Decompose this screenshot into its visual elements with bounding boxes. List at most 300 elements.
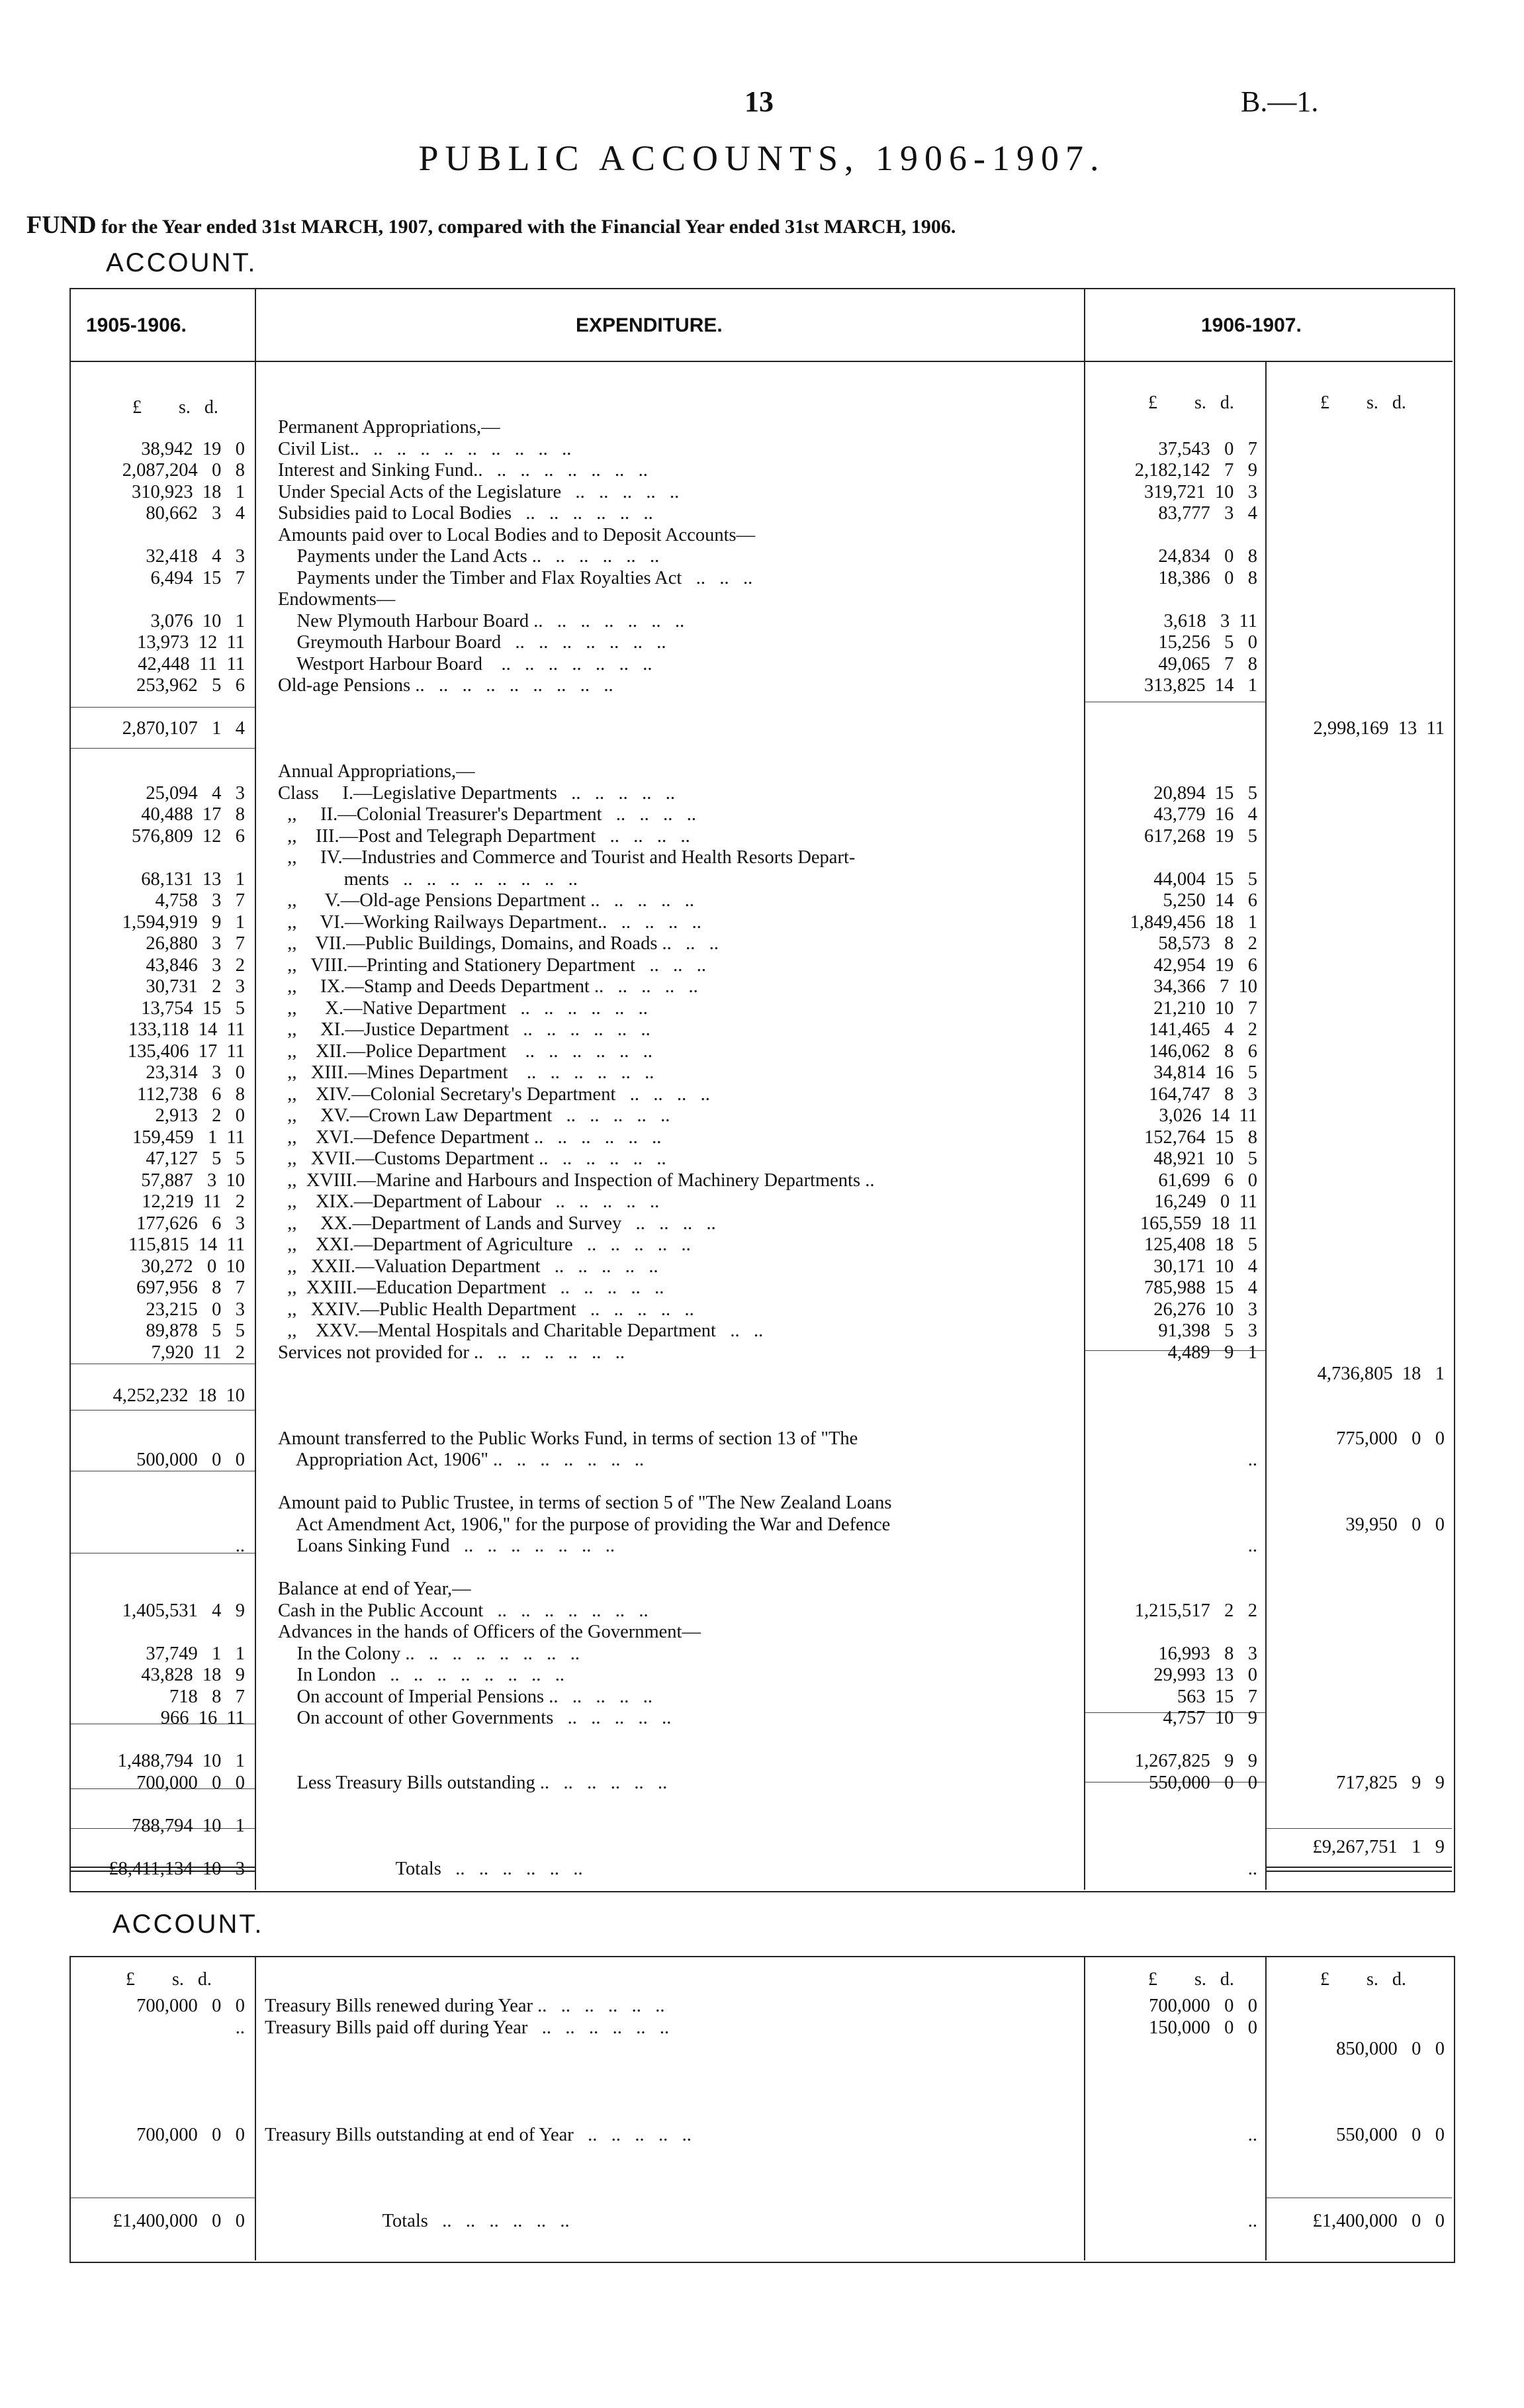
- column-rule: [1265, 361, 1267, 1890]
- total-1906-1907: [1269, 1536, 1445, 1557]
- amount-1905-1906: 718 8 7: [169, 1686, 245, 1707]
- amount-1905-1906: 3,076 10 1: [150, 610, 245, 631]
- amount-prev: [73, 2190, 245, 2211]
- amount-1906-1907: 5,250 14 6: [1163, 890, 1257, 911]
- amount-1905-1906: ..: [235, 1536, 245, 1556]
- amount-1906-1907: 550,000 0 0: [1149, 1772, 1257, 1793]
- total-1906-1907: [1269, 1041, 1445, 1063]
- amount-1905-1906: 89,878 5 5: [146, 1320, 245, 1341]
- amount-curr: [1089, 2039, 1257, 2061]
- expenditure-line: ,, IX.—Stamp and Deeds Department .. .. .. .. ..: [278, 976, 698, 997]
- amount-1906-1907: 3,618 3 11: [1163, 610, 1257, 631]
- expenditure-line: ,, XXV.—Mental Hospitals and Charitable Department .. ..: [278, 1320, 764, 1341]
- amount-prev: [73, 2082, 245, 2104]
- header-expenditure: EXPENDITURE.: [576, 314, 723, 336]
- total-1906-1907: [1269, 1191, 1445, 1213]
- total-curr: [1269, 2190, 1445, 2211]
- expenditure-line: In London .. .. .. .. .. .. .. ..: [278, 1665, 565, 1685]
- treasury-bill-line: [265, 2104, 1075, 2125]
- column-expenditure-description: [278, 417, 1079, 1880]
- total-1906-1907: [1269, 1213, 1445, 1235]
- total-1906-1907: [1269, 1557, 1445, 1579]
- total-1906-1907: [1269, 1385, 1445, 1407]
- expenditure-line: In the Colony .. .. .. .. .. .. .. ..: [278, 1643, 580, 1664]
- currency-header-total-2: £ s. d.: [1320, 1969, 1406, 1990]
- amount-1906-1907: 16,249 0 11: [1154, 1191, 1257, 1212]
- expenditure-line: [278, 1794, 1079, 1816]
- expenditure-line: Interest and Sinking Fund.. .. .. .. .. .. .. ..: [278, 460, 648, 481]
- header-1905-1906: 1905-1906.: [86, 314, 187, 336]
- expenditure-line: [278, 1385, 1079, 1407]
- amount-1905-1906: 6,494 15 7: [150, 567, 245, 588]
- amount-1906-1907: 83,777 3 4: [1158, 503, 1257, 524]
- expenditure-line: [278, 1730, 1079, 1751]
- amount-prev: ..: [235, 2017, 245, 2038]
- amount-1905-1906: 47,127 5 5: [146, 1148, 245, 1169]
- amount-1906-1907: 125,408 18 5: [1144, 1234, 1257, 1255]
- amount-1905-1906: 57,887 3 10: [141, 1170, 245, 1191]
- total-curr: [1269, 2082, 1445, 2104]
- expenditure-line: ,, VIII.—Printing and Stationery Department .. .. ..: [278, 954, 706, 976]
- column-rule: [1265, 1957, 1267, 2260]
- total-1906-1907: [1269, 1320, 1445, 1342]
- total-1906-1907: [1269, 1019, 1445, 1041]
- total-1906-1907: [1269, 804, 1445, 826]
- amount-1906-1907: [1089, 1837, 1257, 1859]
- total-1906-1907: [1269, 890, 1445, 912]
- amount-curr: [1089, 2061, 1257, 2082]
- amount-1906-1907: [1089, 1385, 1257, 1407]
- amount-1906-1907: [1089, 1428, 1257, 1450]
- amount-curr: [1089, 2104, 1257, 2125]
- amount-1905-1906: 25,094 4 3: [146, 782, 245, 804]
- amount-1905-1906: 43,828 18 9: [141, 1665, 245, 1685]
- total-1906-1907: [1269, 1579, 1445, 1600]
- amount-1906-1907: 61,699 6 0: [1158, 1170, 1257, 1191]
- total-1906-1907: [1269, 525, 1445, 547]
- expenditure-line: ,, V.—Old-age Pensions Department .. .. .. .. ..: [278, 890, 695, 911]
- amount-1905-1906: [73, 1837, 245, 1859]
- total-1906-1907: 4,736,805 18 1: [1317, 1364, 1445, 1384]
- total-curr: [1269, 2017, 1445, 2039]
- expenditure-line: On account of other Governments .. .. .. .. ..: [278, 1708, 672, 1728]
- amount-1906-1907: [1089, 1557, 1257, 1579]
- expenditure-line: ,, XXII.—Valuation Department .. .. .. .. ..: [278, 1256, 658, 1277]
- treasury-bill-line: [265, 2061, 1075, 2082]
- total-1906-1907: [1269, 933, 1445, 955]
- expenditure-line: [278, 1837, 1079, 1859]
- amount-1905-1906: 788,794 10 1: [132, 1815, 245, 1836]
- amount-1905-1906: [73, 1794, 245, 1816]
- amount-1906-1907: 30,171 10 4: [1153, 1256, 1257, 1277]
- expenditure-line: ,, XVIII.—Marine and Harbours and Inspection of Machinery Departments ..: [278, 1170, 875, 1191]
- amount-1906-1907: [1089, 761, 1257, 783]
- amount-1906-1907: 4,489 9 1: [1167, 1342, 1257, 1363]
- expenditure-line: ,, XII.—Police Department .. .. .. .. .. ..: [278, 1041, 652, 1062]
- expenditure-line: [278, 1407, 1079, 1428]
- expenditure-line: [278, 1557, 1079, 1579]
- expenditure-line: Loans Sinking Fund .. .. .. .. .. .. ..: [278, 1536, 615, 1556]
- amount-1906-1907: ..: [1247, 1858, 1257, 1879]
- amount-1906-1907: 44,004 15 5: [1153, 868, 1257, 890]
- amount-1905-1906: 38,942 19 0: [141, 438, 245, 459]
- amount-1906-1907: [1089, 589, 1257, 611]
- expenditure-line: Annual Appropriations,—: [278, 761, 475, 782]
- amount-1905-1906: 177,626 6 3: [136, 1213, 245, 1234]
- total-1906-1907: [1269, 998, 1445, 1020]
- amount-1906-1907: [1089, 1364, 1257, 1385]
- amount-1906-1907: 42,954 19 6: [1153, 954, 1257, 976]
- amount-1905-1906: [73, 761, 245, 783]
- total-1906-1907: [1269, 632, 1445, 654]
- amount-1906-1907: 146,062 8 6: [1149, 1041, 1257, 1062]
- amount-1905-1906: 40,488 17 8: [141, 804, 245, 825]
- expenditure-line: ,, IV.—Industries and Commerce and Tourist and Health Resorts Depart-: [278, 847, 856, 868]
- amount-curr: [1089, 2147, 1257, 2168]
- expenditure-line: Payments under the Land Acts .. .. .. .. .. ..: [278, 546, 660, 567]
- expenditure-line: Payments under the Timber and Flax Royalties Act .. .. ..: [278, 567, 753, 588]
- amount-1906-1907: 49,065 7 8: [1158, 653, 1257, 674]
- total-1906-1907: [1269, 568, 1445, 590]
- total-1906-1907: £9,267,751 1 9: [1312, 1837, 1445, 1857]
- amount-1906-1907: [1089, 1730, 1257, 1751]
- expenditure-line: Services not provided for .. .. .. .. .. .. ..: [278, 1342, 625, 1363]
- amount-1906-1907: 34,366 7 10: [1153, 976, 1257, 997]
- total-1906-1907: [1269, 1493, 1445, 1514]
- treasury-bill-line: [265, 2082, 1075, 2104]
- amount-1905-1906: 2,870,107 1 4: [122, 718, 245, 739]
- amount-1906-1907: 1,215,517 2 2: [1134, 1600, 1257, 1621]
- total-rule: [1267, 1867, 1452, 1868]
- amount-1905-1906: 2,087,204 0 8: [122, 460, 245, 481]
- total-1906-1907: [1269, 1062, 1445, 1084]
- expenditure-line: Old-age Pensions .. .. .. .. .. .. .. .. ..: [278, 675, 613, 696]
- amount-1906-1907: 319,721 10 3: [1144, 481, 1257, 502]
- total-1906-1907: [1269, 1794, 1445, 1816]
- amount-1905-1906: 26,880 3 7: [146, 933, 245, 954]
- treasury-bill-line: Treasury Bills paid off during Year .. .. .. .. .. ..: [265, 2017, 670, 2038]
- amount-curr: [1089, 2082, 1257, 2104]
- column-rule: [1084, 1957, 1085, 2260]
- expenditure-line: ,, VII.—Public Buildings, Domains, and Roads .. .. ..: [278, 933, 719, 954]
- amount-1905-1906: 112,738 6 8: [137, 1084, 245, 1105]
- amount-prev: [73, 2104, 245, 2125]
- total-1906-1907: [1269, 1622, 1445, 1644]
- expenditure-line: Appropriation Act, 1906" .. .. .. .. .. .. ..: [278, 1450, 645, 1470]
- amount-1906-1907: 48,921 10 5: [1153, 1148, 1257, 1169]
- amount-1906-1907: 26,276 10 3: [1153, 1299, 1257, 1320]
- total-1906-1907: [1269, 1708, 1445, 1730]
- amount-1906-1907: 58,573 8 2: [1158, 933, 1257, 954]
- header-rule: [69, 361, 1453, 362]
- amount-1905-1906: [73, 740, 245, 762]
- amount-1906-1907: 152,764 15 8: [1144, 1127, 1257, 1148]
- amount-1906-1907: 563 15 7: [1177, 1686, 1257, 1707]
- total-1906-1907: [1269, 826, 1445, 848]
- amount-1906-1907: 16,993 8 3: [1158, 1643, 1257, 1664]
- amount-1906-1907: [1089, 1407, 1257, 1428]
- amount-1906-1907: [1089, 697, 1257, 719]
- amount-1905-1906: 1,594,919 9 1: [122, 911, 245, 933]
- expenditure-line: [278, 718, 1079, 740]
- amount-1906-1907: 141,465 4 2: [1149, 1019, 1257, 1040]
- column-1905-1906: [73, 417, 245, 1880]
- expenditure-line: ,, X.—Native Department .. .. .. .. .. ..: [278, 997, 648, 1019]
- total-1906-1907: [1269, 740, 1445, 762]
- amount-1905-1906: 576,809 12 6: [132, 825, 245, 847]
- treasury-bill-line: Totals .. .. .. .. .. ..: [265, 2211, 570, 2231]
- amount-1905-1906: 12,219 11 2: [142, 1191, 245, 1212]
- amount-1905-1906: 30,272 0 10: [141, 1256, 245, 1277]
- fund-heading: [26, 210, 956, 240]
- amount-1906-1907: [1089, 1514, 1257, 1536]
- amount-1906-1907: 785,988 15 4: [1144, 1277, 1257, 1298]
- expenditure-line: Less Treasury Bills outstanding .. .. .. .. .. ..: [278, 1772, 668, 1793]
- amount-1905-1906: [73, 417, 245, 439]
- amount-1905-1906: [73, 1579, 245, 1600]
- amount-1905-1906: 115,815 14 11: [128, 1234, 245, 1255]
- currency-header-curr: £ s. d.: [1148, 393, 1234, 413]
- column-1906-1907-items: [1089, 417, 1257, 1880]
- amount-1905-1906: 68,131 13 1: [141, 868, 245, 890]
- total-1906-1907: [1269, 1644, 1445, 1665]
- total-1906-1907: [1269, 1342, 1445, 1364]
- amount-1906-1907: [1089, 1493, 1257, 1514]
- total-curr: [1269, 2147, 1445, 2168]
- amount-curr: ..: [1247, 2211, 1257, 2231]
- amount-1905-1906: 253,962 5 6: [136, 675, 245, 696]
- total-1906-1907: [1269, 1600, 1445, 1622]
- amount-1905-1906: [73, 1407, 245, 1428]
- amount-1906-1907: [1089, 1471, 1257, 1493]
- amount-curr: ..: [1247, 2125, 1257, 2145]
- expenditure-line: Advances in the hands of Officers of the Government—: [278, 1622, 701, 1642]
- amount-1905-1906: [73, 525, 245, 547]
- amount-1906-1907: 617,268 19 5: [1144, 825, 1257, 847]
- expenditure-line: ,, XXIV.—Public Health Department .. .. .. .. ..: [278, 1299, 694, 1320]
- expenditure-line: Amount transferred to the Public Works Fund, in terms of section 13 of "The: [278, 1428, 858, 1449]
- total-1906-1907: [1269, 869, 1445, 891]
- amount-1905-1906: [73, 1471, 245, 1493]
- amount-curr: [1089, 2190, 1257, 2211]
- total-1906-1907: 717,825 9 9: [1336, 1772, 1445, 1793]
- total-1906-1907: [1269, 503, 1445, 525]
- expenditure-line: Class I.—Legislative Departments .. .. .. .. ..: [278, 782, 675, 804]
- section-title-account: ACCOUNT.: [106, 248, 257, 277]
- amount-1906-1907: [1089, 1816, 1257, 1837]
- amount-1906-1907: 18,386 0 8: [1158, 567, 1257, 588]
- amount-1906-1907: 3,026 14 11: [1159, 1105, 1257, 1126]
- amount-curr: [1089, 2168, 1257, 2190]
- amount-1905-1906: 13,754 15 5: [141, 997, 245, 1019]
- amount-1906-1907: 43,779 16 4: [1153, 804, 1257, 825]
- expenditure-line: [278, 1364, 1079, 1385]
- amount-1906-1907: [1089, 740, 1257, 762]
- amount-1906-1907: [1089, 1579, 1257, 1600]
- amount-1905-1906: 30,731 2 3: [146, 976, 245, 997]
- total-1906-1907: [1269, 482, 1445, 504]
- amount-1906-1907: [1089, 847, 1257, 869]
- expenditure-line: [278, 1816, 1079, 1837]
- total-1906-1907: [1269, 611, 1445, 633]
- amount-1905-1906: £8,411,134 10 3: [109, 1858, 245, 1879]
- amount-1905-1906: 310,923 18 1: [132, 481, 245, 502]
- total-1906-1907: [1269, 1751, 1445, 1773]
- column-rule: [1084, 289, 1085, 1890]
- amount-1905-1906: 133,118 14 11: [128, 1019, 245, 1040]
- page-number: 13: [744, 85, 774, 118]
- expenditure-line: Cash in the Public Account .. .. .. .. .. .. ..: [278, 1600, 649, 1621]
- amount-1905-1906: 43,846 3 2: [146, 954, 245, 976]
- total-1906-1907: [1269, 1084, 1445, 1106]
- total-1906-1907: [1269, 1730, 1445, 1751]
- amount-1906-1907: 313,825 14 1: [1144, 675, 1257, 696]
- amount-1905-1906: 23,215 0 3: [146, 1299, 245, 1320]
- amount-1905-1906: 4,758 3 7: [155, 890, 245, 911]
- total-1906-1907: [1269, 654, 1445, 676]
- amount-1906-1907: [1089, 1622, 1257, 1644]
- total-1906-1907: [1269, 1170, 1445, 1192]
- total-1906-1907: [1269, 1127, 1445, 1149]
- amount-1905-1906: [73, 1730, 245, 1751]
- column-2-description: [265, 1996, 1075, 2233]
- expenditure-line: Under Special Acts of the Legislature .. .. .. .. ..: [278, 481, 680, 502]
- total-1906-1907: 39,950 0 0: [1345, 1514, 1445, 1535]
- total-1906-1907: [1269, 1148, 1445, 1170]
- total-1906-1907: [1269, 546, 1445, 568]
- expenditure-line: ,, II.—Colonial Treasurer's Department .. .. .. ..: [278, 804, 697, 825]
- total-1906-1907: [1269, 589, 1445, 611]
- total-curr: £1,400,000 0 0: [1312, 2211, 1445, 2231]
- column-rule: [255, 289, 256, 1890]
- amount-1906-1907: [1089, 525, 1257, 547]
- expenditure-line: Amount paid to Public Trustee, in terms of section 5 of "The New Zealand Loans: [278, 1493, 892, 1513]
- expenditure-line: [278, 1751, 1079, 1773]
- amount-1905-1906: 1,488,794 10 1: [117, 1751, 245, 1771]
- total-1906-1907: [1269, 1816, 1445, 1837]
- expenditure-line: ,, XVI.—Defence Department .. .. .. .. .. ..: [278, 1127, 662, 1148]
- total-1906-1907: [1269, 460, 1445, 482]
- total-1906-1907: [1269, 675, 1445, 697]
- total-1906-1907: [1269, 847, 1445, 869]
- amount-1906-1907: 20,894 15 5: [1153, 782, 1257, 804]
- amount-1905-1906: [73, 589, 245, 611]
- amount-prev: [73, 2061, 245, 2082]
- total-rule: [1267, 1871, 1452, 1872]
- total-1906-1907: [1269, 976, 1445, 998]
- amount-1906-1907: 29,993 13 0: [1153, 1665, 1257, 1685]
- expenditure-line: ,, XVII.—Customs Department .. .. .. .. .. ..: [278, 1148, 666, 1169]
- total-curr: [1269, 2061, 1445, 2082]
- currency-header-prev: £ s. d.: [132, 397, 218, 418]
- total-curr: [1269, 2104, 1445, 2125]
- amount-1905-1906: [73, 1514, 245, 1536]
- amount-curr: 700,000 0 0: [1149, 1996, 1257, 2016]
- expenditure-line: ,, XXIII.—Education Department .. .. .. .. ..: [278, 1277, 664, 1298]
- total-1906-1907: [1269, 1256, 1445, 1278]
- amount-1905-1906: 37,749 1 1: [146, 1643, 245, 1664]
- amount-1906-1907: ..: [1247, 1536, 1257, 1556]
- expenditure-line: Civil List.. .. .. .. .. .. .. .. .. ..: [278, 438, 572, 459]
- header-1906-1907: 1906-1907.: [1201, 314, 1302, 336]
- total-1906-1907: [1269, 955, 1445, 977]
- treasury-bill-line: [265, 2190, 1075, 2211]
- expenditure-line: Act Amendment Act, 1906," for the purpose of providing the War and Defence: [278, 1514, 891, 1535]
- amount-1906-1907: 2,182,142 7 9: [1134, 460, 1257, 481]
- column-rule: [255, 1957, 256, 2260]
- currency-header-total: £ s. d.: [1320, 393, 1406, 413]
- amount-1905-1906: [73, 1557, 245, 1579]
- amount-1906-1907: 91,398 5 3: [1158, 1320, 1257, 1341]
- total-1906-1907: [1269, 1277, 1445, 1299]
- amount-1906-1907: 21,210 10 7: [1153, 997, 1257, 1019]
- total-curr: [1269, 1996, 1445, 2017]
- fund-word: FUND: [26, 211, 97, 239]
- amount-1905-1906: 1,405,531 4 9: [122, 1600, 245, 1621]
- expenditure-line: ,, XXI.—Department of Agriculture .. .. .. .. ..: [278, 1234, 691, 1255]
- amount-1905-1906: [73, 697, 245, 719]
- amount-1905-1906: [73, 1493, 245, 1514]
- amount-1905-1906: 80,662 3 4: [146, 503, 245, 524]
- column-1906-1907-totals: [1269, 417, 1445, 1859]
- amount-1905-1906: 7,920 11 2: [151, 1342, 245, 1363]
- amount-1905-1906: [73, 1622, 245, 1644]
- amount-1905-1906: 135,406 17 11: [127, 1041, 245, 1062]
- total-1906-1907: [1269, 1471, 1445, 1493]
- section-title-account-2: ACCOUNT.: [112, 1910, 264, 1939]
- treasury-bill-line: [265, 2168, 1075, 2190]
- amount-1906-1907: 1,849,456 18 1: [1130, 911, 1257, 933]
- amount-curr: 150,000 0 0: [1149, 2017, 1257, 2038]
- treasury-bill-line: [265, 2147, 1075, 2168]
- expenditure-line: ,, XIX.—Department of Labour .. .. .. .. ..: [278, 1191, 660, 1212]
- amount-1906-1907: 4,757 10 9: [1163, 1708, 1257, 1728]
- expenditure-line: [278, 740, 1079, 762]
- expenditure-line: Greymouth Harbour Board .. .. .. .. .. .. ..: [278, 632, 666, 653]
- total-1906-1907: [1269, 439, 1445, 461]
- amount-1906-1907: 164,747 8 3: [1149, 1084, 1257, 1105]
- total-1906-1907: [1269, 1299, 1445, 1321]
- expenditure-line: [278, 1471, 1079, 1493]
- expenditure-line: ments .. .. .. .. .. .. .. ..: [278, 868, 578, 890]
- amount-1906-1907: 37,543 0 7: [1158, 438, 1257, 459]
- column-2-prev: [73, 1996, 245, 2233]
- expenditure-line: On account of Imperial Pensions .. .. .. .. ..: [278, 1686, 652, 1707]
- total-1906-1907: [1269, 761, 1445, 783]
- total-1906-1907: [1269, 1105, 1445, 1127]
- amount-1906-1907: [1089, 1794, 1257, 1816]
- treasury-bill-line: Treasury Bills outstanding at end of Year .. .. .. .. ..: [265, 2125, 692, 2145]
- amount-1906-1907: 24,834 0 8: [1158, 546, 1257, 567]
- amount-1905-1906: 966 16 11: [160, 1708, 245, 1728]
- currency-header-curr-2: £ s. d.: [1148, 1969, 1234, 1990]
- amount-1905-1906: 13,973 12 11: [137, 632, 245, 653]
- amount-1905-1906: 697,956 8 7: [136, 1277, 245, 1298]
- total-1906-1907: 2,998,169 13 11: [1313, 718, 1445, 739]
- amount-prev: 700,000 0 0: [136, 1996, 245, 2016]
- total-1906-1907: [1269, 1450, 1445, 1471]
- amount-1906-1907: 165,559 18 11: [1140, 1213, 1257, 1234]
- fund-heading-text: for the Year ended 31st MARCH, 1907, compared with the Financial Year ended 31st MARCH, 1906.: [101, 216, 956, 238]
- amount-1905-1906: 42,448 11 11: [138, 653, 245, 674]
- expenditure-line: Amounts paid over to Local Bodies and to Deposit Accounts—: [278, 524, 756, 545]
- amount-1905-1906: 32,418 4 3: [146, 546, 245, 567]
- expenditure-line: ,, XV.—Crown Law Department .. .. .. .. ..: [278, 1105, 670, 1126]
- amount-1906-1907: 1,267,825 9 9: [1134, 1751, 1257, 1771]
- column-2-totals: [1269, 1996, 1445, 2233]
- column-2-items: [1089, 1996, 1257, 2233]
- expenditure-line: Totals .. .. .. .. .. ..: [278, 1858, 583, 1879]
